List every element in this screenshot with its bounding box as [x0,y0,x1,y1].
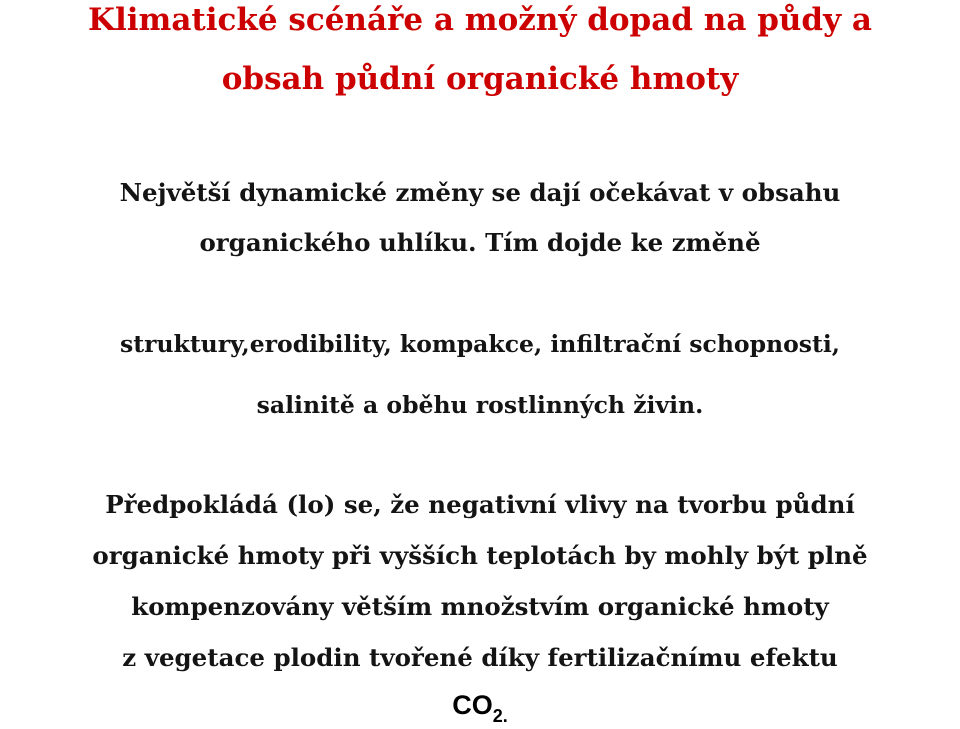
paragraph-1-line-1: Největší dynamické změny se dají očekávat v obsahu [119,178,841,207]
slide-title-line-2: obsah půdní organické hmoty [221,61,739,97]
paragraph-2-line-2: organické hmoty při vyšších teplotách by mohly být plně [92,541,868,570]
co2-subscript: 2. [492,706,508,726]
paragraph-1-line-2: organického uhlíku. Tím dojde ke změně [199,228,761,257]
paragraph-2-line-4: z vegetace plodin tvořené díky fertilizačnímu efektu [122,643,838,672]
slide-title-line-1: Klimatické scénáře a možný dopad na půdy a [88,2,872,38]
co2-main: CO [452,690,493,720]
co2-formula [0,690,960,726]
paragraph-1-line-3: struktury,erodibility, kompakce, infiltrační schopnosti, [119,330,840,358]
paragraph-2-line-3: kompenzovány větším množstvím organické hmoty [131,592,829,621]
paragraph-1-line-4: salinitě a oběhu rostlinných živin. [256,391,704,419]
paragraph-2-line-1: Předpokládá (lo) se, že negativní vlivy na tvorbu půdní [105,490,855,519]
